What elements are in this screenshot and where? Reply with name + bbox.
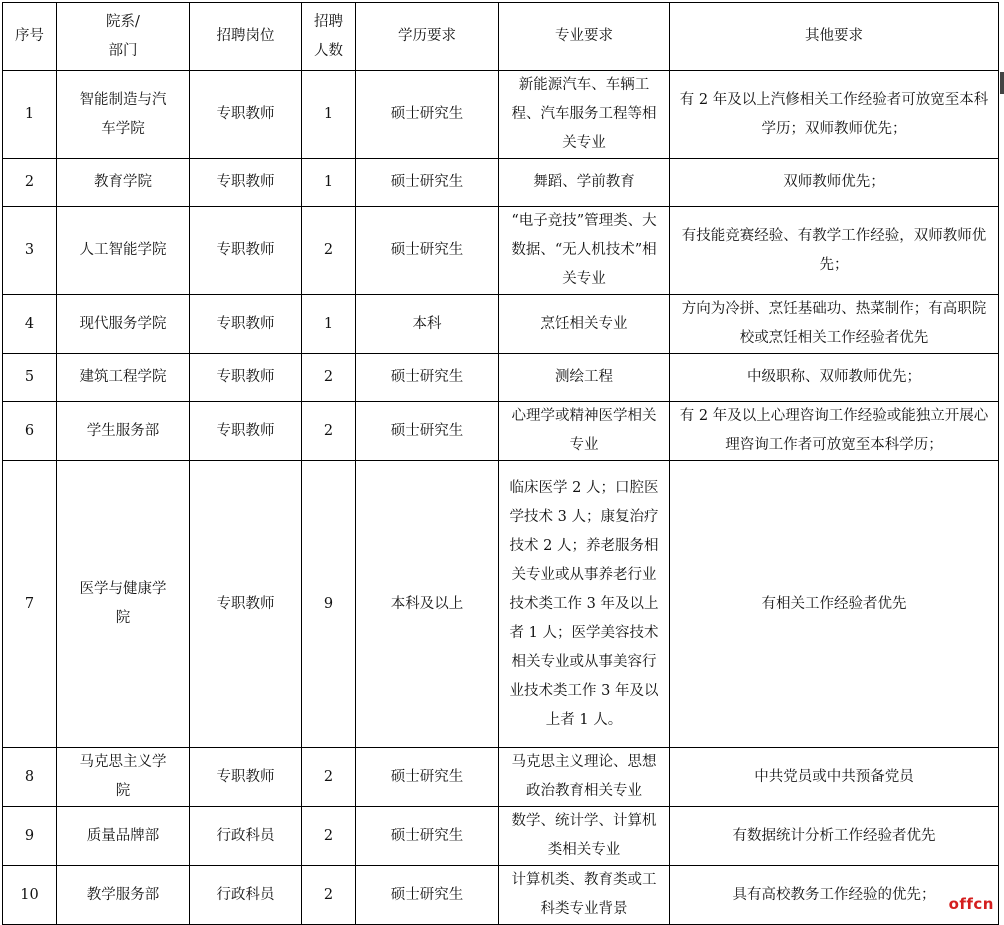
cell-seq: 8: [3, 748, 57, 807]
cell-position: 专职教师: [190, 461, 302, 748]
header-other: 其他要求: [670, 3, 999, 71]
cell-count: 2: [302, 207, 356, 295]
cell-dept: 智能制造与汽 车学院: [57, 71, 190, 159]
cell-major: 马克思主义理论、思想政治教育相关专业: [499, 748, 670, 807]
cell-position: 专职教师: [190, 71, 302, 159]
cell-education: 硕士研究生: [356, 207, 499, 295]
cell-seq: 10: [3, 866, 57, 925]
header-dept: 院系/ 部门: [57, 3, 190, 71]
cell-seq: 6: [3, 402, 57, 461]
table-row: [3, 354, 999, 402]
cell-education: 本科及以上: [356, 461, 499, 748]
cell-other: 中级职称、双师教师优先；: [670, 354, 999, 402]
cell-count: 2: [302, 402, 356, 461]
header-count: 招聘 人数: [302, 3, 356, 71]
header-position: 招聘岗位: [190, 3, 302, 71]
cell-position: 专职教师: [190, 295, 302, 354]
cell-count: 1: [302, 295, 356, 354]
cell-dept: 现代服务学院: [57, 295, 190, 354]
header-major: 专业要求: [499, 3, 670, 71]
cell-dept: 人工智能学院: [57, 207, 190, 295]
cell-dept: 建筑工程学院: [57, 354, 190, 402]
recruitment-table-container: [2, 2, 999, 925]
cell-seq: 3: [3, 207, 57, 295]
cell-position: 行政科员: [190, 866, 302, 925]
table-row: [3, 402, 999, 461]
table-header-row: [3, 3, 999, 71]
table-row: [3, 807, 999, 866]
cell-seq: 5: [3, 354, 57, 402]
cell-seq: 2: [3, 159, 57, 207]
cell-major: 数学、统计学、计算机类相关专业: [499, 807, 670, 866]
cell-education: 本科: [356, 295, 499, 354]
cell-major: 烹饪相关专业: [499, 295, 670, 354]
table-row: [3, 295, 999, 354]
table-row: [3, 159, 999, 207]
cell-count: 1: [302, 71, 356, 159]
cell-dept: 教学服务部: [57, 866, 190, 925]
cell-other: 有数据统计分析工作经验者优先: [670, 807, 999, 866]
cell-count: 2: [302, 866, 356, 925]
cell-education: 硕士研究生: [356, 402, 499, 461]
watermark-logo: offcn: [948, 895, 994, 913]
cell-dept: 教育学院: [57, 159, 190, 207]
cell-dept: 马克思主义学 院: [57, 748, 190, 807]
table-row: [3, 866, 999, 925]
cell-count: 2: [302, 807, 356, 866]
cell-dept: 质量品牌部: [57, 807, 190, 866]
cell-education: 硕士研究生: [356, 159, 499, 207]
cell-other: 双师教师优先；: [670, 159, 999, 207]
header-education: 学历要求: [356, 3, 499, 71]
cell-position: 专职教师: [190, 402, 302, 461]
cell-seq: 7: [3, 461, 57, 748]
cell-other: 有相关工作经验者优先: [670, 461, 999, 748]
cell-education: 硕士研究生: [356, 866, 499, 925]
cell-education: 硕士研究生: [356, 354, 499, 402]
cell-other: 中共党员或中共预备党员: [670, 748, 999, 807]
cell-major: “电子竞技”管理类、大数据、“无人机技术”相关专业: [499, 207, 670, 295]
cell-other: 有技能竞赛经验、有教学工作经验，双师教师优先；: [670, 207, 999, 295]
cell-major: 临床医学 2 人；口腔医学技术 3 人；康复治疗技术 2 人；养老服务相关专业或从事养老行业技术类工作 3 年及以上者 1 人；医学美容技术相关专业或从事美容行业技术类工作 3 年及以上者 1 人。: [499, 461, 670, 748]
cell-major: 计算机类、教育类或工科类专业背景: [499, 866, 670, 925]
cell-position: 专职教师: [190, 159, 302, 207]
cell-position: 专职教师: [190, 207, 302, 295]
cell-major: 新能源汽车、车辆工程、汽车服务工程等相关专业: [499, 71, 670, 159]
table-row: [3, 207, 999, 295]
cell-seq: 4: [3, 295, 57, 354]
cell-education: 硕士研究生: [356, 807, 499, 866]
cell-dept: 学生服务部: [57, 402, 190, 461]
cell-position: 专职教师: [190, 748, 302, 807]
cell-major: 测绘工程: [499, 354, 670, 402]
recruitment-table: [2, 2, 999, 925]
cell-education: 硕士研究生: [356, 71, 499, 159]
cell-major: 心理学或精神医学相关专业: [499, 402, 670, 461]
cell-count: 2: [302, 748, 356, 807]
cell-count: 9: [302, 461, 356, 748]
table-row: [3, 71, 999, 159]
cell-seq: 1: [3, 71, 57, 159]
cell-position: 专职教师: [190, 354, 302, 402]
cell-dept: 医学与健康学 院: [57, 461, 190, 748]
cell-major: 舞蹈、学前教育: [499, 159, 670, 207]
cell-position: 行政科员: [190, 807, 302, 866]
table-row: [3, 461, 999, 748]
cell-other: 有 2 年及以上汽修相关工作经验者可放宽至本科学历；双师教师优先；: [670, 71, 999, 159]
cell-count: 2: [302, 354, 356, 402]
cell-count: 1: [302, 159, 356, 207]
cell-other: 具有高校教务工作经验的优先；: [670, 866, 999, 925]
cell-seq: 9: [3, 807, 57, 866]
cell-other: 有 2 年及以上心理咨询工作经验或能独立开展心理咨询工作者可放宽至本科学历；: [670, 402, 999, 461]
scrollbar-edge: [1000, 72, 1004, 94]
table-row: [3, 748, 999, 807]
cell-education: 硕士研究生: [356, 748, 499, 807]
header-seq: 序号: [3, 3, 57, 71]
cell-other: 方向为冷拼、烹饪基础功、热菜制作；有高职院校或烹饪相关工作经验者优先: [670, 295, 999, 354]
